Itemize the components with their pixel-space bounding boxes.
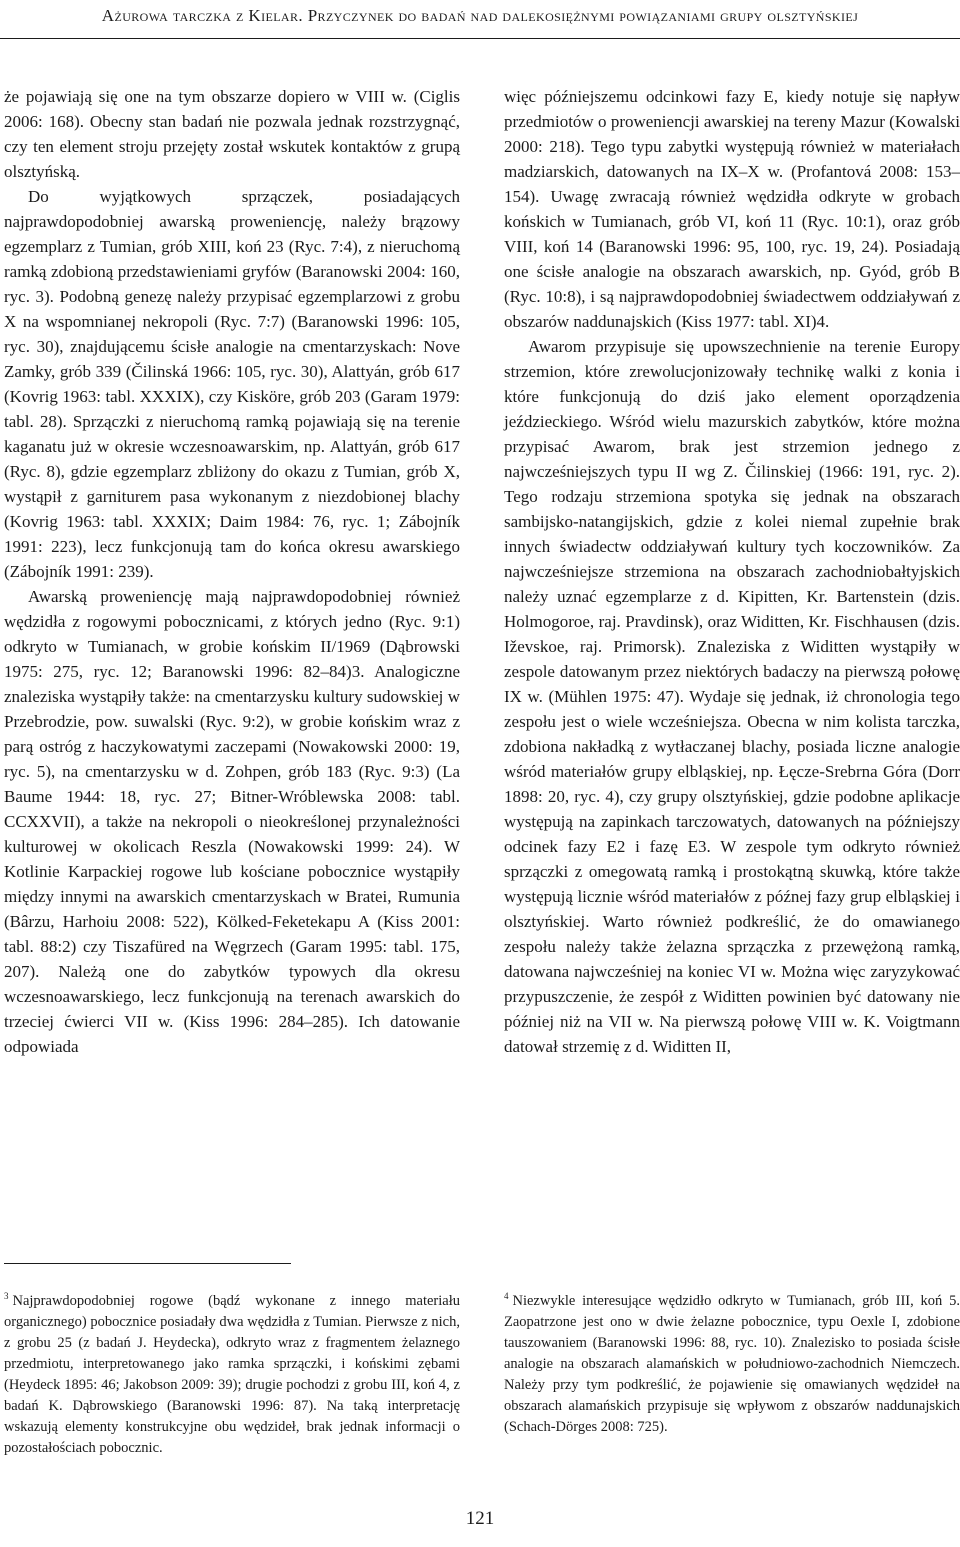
left-column — [4, 84, 460, 1059]
footnote-rule — [4, 1263, 291, 1264]
footnote-4 — [504, 1291, 960, 1438]
footnote-text: Niezwykle interesujące wędzidło odkryto w Tumianach, grób III, koń 5. Zaopatrzone jest ono w dwie żelazne pobocznice, typu Oexle I, zdobione tauszowaniem (Baranowski 1996: 88, ryc. 10). Znalezisko to posiada ścisłe analogie na obszarach alamańskich w południowo-zachodnich Niemczech. Należy przy tym podkreślić, że pojawienie się omawianych wędzideł na obszarach alamańskich przypisuje się wpływom z obszarów naddunajskich (Schach-Dörges 2008: 725). — [504, 1293, 960, 1435]
right-column — [504, 84, 960, 1059]
header-rule — [0, 38, 960, 39]
paragraph: więc późniejszemu odcinkowi fazy E, kiedy notuje się napływ przedmiotów o proweniencji awarskiej na tereny Mazur (Kowalski 2000: 218). Tego typu zabytki występują również w materiałach madziarskich, datowanych na IX–X w. (Profantová 2008: 153–154). Uwagę zwracają również wędzidła odkryte w grobach końskich w Tumianach, grób VI, koń 11 (Ryc. 10:1), oraz grób VIII, koń 14 (Baranowski 1996: 95, 100, ryc. 19, 24). Posiadają one ścisłe analogie na obszarach awarskich, np. Gyód, grób B (Ryc. 10:8), i są najprawdopodobniej świadectwem oddziaływań z obszarów naddunajskich (Kiss 1977: tabl. XI)4. — [504, 87, 960, 331]
paragraph: Awarom przypisuje się upowszechnienie na terenie Europy strzemion, które zrewolucjonizowały technikę walki z konia i które funkcjonują do dziś jako element oporządzenia jeździeckiego. Wśród wielu mazurskich zabytków, które można przypisać Awarom, brak jest strzemion jednego z najwcześniejszych typu II wg Z. Čilinskiej (1966: 191, ryc. 2). Tego rodzaju strzemiona spotyka się jednak na obszarach sambijsko-natangijskich, gdzie z kolei niemal zupełnie brak innych świadectw oddziaływań kultury tych koczowników. Za najwcześniejsze strzemiona na obszarach zachodniobałtyjskich należy uznać egzemplarze z d. Kipitten, Kr. Bartenstein (dzis. Holmogoroe, raj. Pravdinsk), oraz Widitten, Kr. Fischhausen (dzis. Iževskoe, raj. Primorsk). Znaleziska z Widitten wystąpiły w zespole datowanym przez niektórych badaczy na pierwszą połowę IX w. (Mühlen 1975: 47). Wydaje się jednak, iż chronologia tego zespołu jest o wiele wcześniejsza. Obecna w nim kolista tarczka, zdobiona nakładką z wytłaczanej blachy, posiada liczne analogie wśród materiałów grupy elbląskiej, np. Łęcze-Srebrna Góra (Dorr 1898: 20, ryc. 4), czy grupy olsztyńskiej, gdzie podobne aplikacje występują na zapinkach tarczowatych, datowanych na późniejszy odcinek fazy E2 i fazę E3. W zespole tym odkryto również sprzączki z omegowatą ramką i prostokątną skuwką, które także występują licznie wśród materiałów z późnej fazy grup elbląskiej i olsztyńskiej. Warto również podkreślić, że do omawianego zespołu należy także żelazna sprzączka z przewężoną ramką, datowana najwcześniej na koniec VI w. Można więc zaryzykować przypuszczenie, że zespół z Widitten powinien być datowany nie później niż na VII w. Na pierwszą połowę VIII w. K. Voigtmann datował strzemię z d. Widitten II, — [504, 337, 960, 1056]
page-number: 121 — [465, 1508, 495, 1529]
paragraph: że pojawiają się one na tym obszarze dopiero w VIII w. (Ciglis 2006: 168). Obecny stan badań nie pozwala jednak rozstrzygnąć, czy ten element stroju przejęty został wskutek kontaktów z grupą olsztyńską. — [4, 87, 460, 181]
paragraph: Do wyjątkowych sprzączek, posiadających najprawdopodobniej awarską proweniencję, należy brązowy egzemplarz z Tumian, grób XIII, koń 23 (Ryc. 7:4), z nieruchomą ramką zdobioną przedstawieniami gryfów (Baranowski 2004: 160, ryc. 3). Podobną genezę należy przypisać egzemplarzowi z grobu X na wspomnianej nekropoli (Ryc. 7:7) (Baranowski 1996: 105, ryc. 30), znajdującemu ścisłe analogie na cmentarzyskach: Nove Zamky, grób 339 (Čilinská 1966: 105, ryc. 30), Alattyán, grób 617 (Kovrig 1963: tabl. XXXIX), czy Kisköre, grób 203 (Garam 1979: tabl. 28). Sprzączki z nieruchomą ramką pojawiają się na terenie kaganatu już w okresie wczesnoawarskim, np. Alattyán, grób 617 (Ryc. 8), gdzie egzemplarz zbliżony do okazu z Tumian, grób X, wystąpił z garniturem pasa wykonanym z niezdobionej blachy (Kovrig 1963: tabl. XXXIX; Daim 1984: 76, ryc. 1; Zábojník 1991: 223), lecz funkcjonują tam do końca okresu awarskiego (Zábojník 1991: 239). — [4, 187, 460, 581]
running-head: Ażurowa tarczka z Kielar. Przyczynek do badań nad dalekosiężnymi powiązaniami grupy olsztyńskiej — [101, 6, 859, 25]
footnote-text: Najprawdopodobniej rogowe (bądź wykonane z innego materiału organicznego) pobocznice posiadały dwa wędzidła z Tumian. Pierwsze z nich, z grobu 25 (z badań J. Heydecka), odkryto wraz z fragmentem żelaznego przedmiotu, interpretowanego jako ramka sprzączki, i końskimi zębami (Heydeck 1895: 46; Jakobson 2009: 39); drugie pochodzi z grobu III, koń 4, z badań K. Dąbrowskiego (Baranowski 1996: 87). Na taką interpretację wskazują elementy konstrukcyjne obu wędzideł, brak jednak informacji o pozostałościach pobocznic. — [4, 1293, 460, 1456]
footnote-3 — [4, 1291, 460, 1459]
footnote-marker: 3 — [4, 1291, 9, 1302]
paragraph: Awarską proweniencję mają najprawdopodobniej również wędzidła z rogowymi pobocznicami, z których jedno (Ryc. 9:1) odkryto w Tumianach, w grobie końskim II/1969 (Dąbrowski 1975: 275, ryc. 12; Baranowski 1996: 82–84)3. Analogiczne znaleziska wystąpiły także: na cmentarzysku kultury sudowskiej w Przebrodzie, pow. suwalski (Ryc. 9:2), w grobie końskim wraz z parą ostróg z haczykowatymi zaczepami (Nowakowski 2000: 19, ryc. 5), na cmentarzysku w d. Zohpen, grób 183 (Ryc. 9:3) (La Baume 1944: 18, ryc. 27; Bitner-Wróblewska 2008: tabl. CCXXVII), a także na nekropoli o nieokreślonej przynależności kulturowej w okolicach Reszla (Nowakowski 1999: 24). W Kotlinie Karpackiej rogowe lub kościane pobocznice wystąpiły między innymi na awarskich cmentarzyskach w Bratei, Rumunia (Bârzu, Harhoiu 2008: 522), Kölked-Feketekapu A (Kiss 2001: tabl. 88:2) czy Tiszafüred na Węgrzech (Garam 1995: tabl. 175, 207). Należą one do zabytków typowych dla okresu wczesnoawarskiego, lecz funkcjonują na terenach awarskich do trzeciej ćwierci VII w. (Kiss 1996: 284–285). Ich datowanie odpowiada — [4, 587, 460, 1056]
footnote-marker: 4 — [504, 1291, 509, 1302]
